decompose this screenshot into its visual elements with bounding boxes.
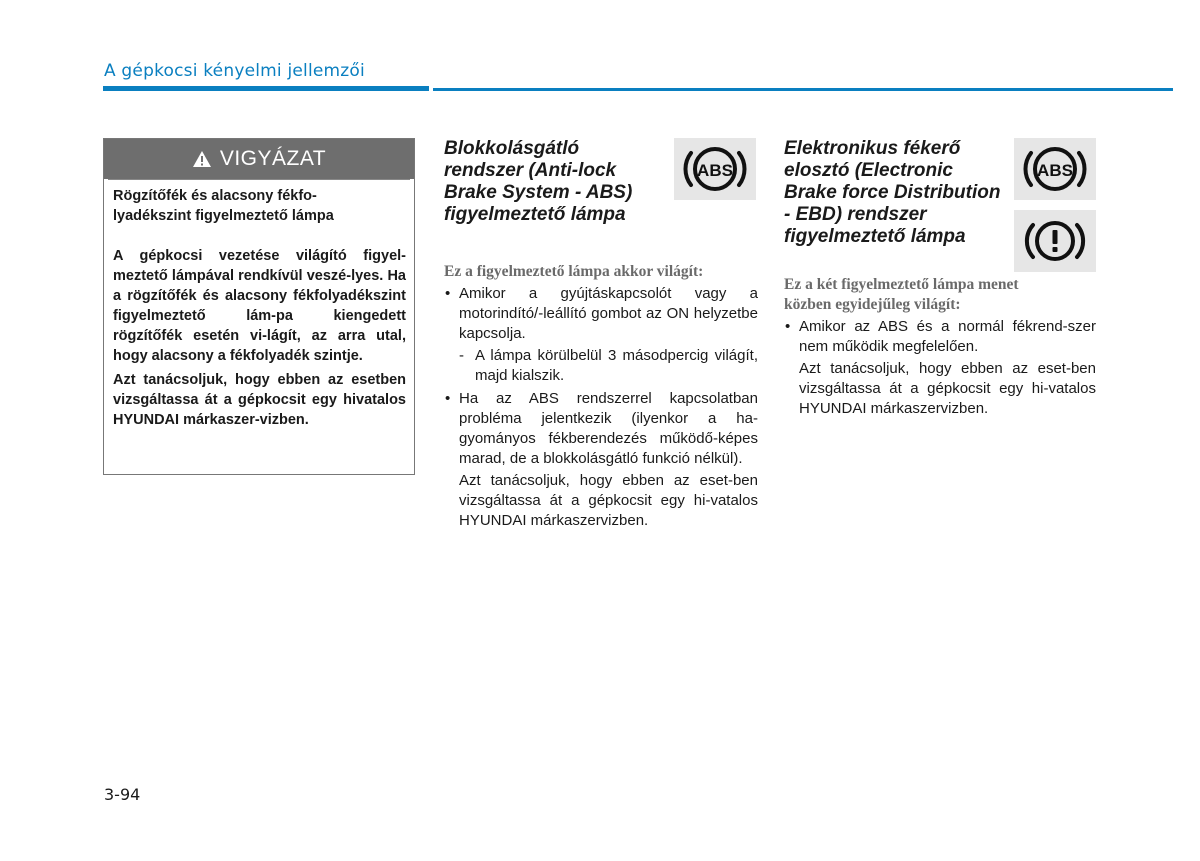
- abs-sub-item: - A lámpa körülbelül 3 másodpercig világít, majd kialszik.: [459, 347, 758, 384]
- ebd-note: Azt tanácsoljuk, hogy ebben az eset-ben vizsgáltassa át a gépkocsit egy hi-vatalos HYUNDAI márkaszervizben.: [799, 360, 1096, 417]
- ebd-brake-icon-panel: [1014, 210, 1096, 272]
- brake-warning-icon: [1018, 213, 1092, 269]
- ebd-title-line5: figyelmeztető lámpa: [784, 226, 966, 247]
- abs-bullet-1: • Amikor a gyújtáskapcsolót vagy a motorindító/-leállító gombot az ON helyzetbe kapcsolja.: [445, 285, 758, 342]
- caution-heading: VIGYÁZAT: [219, 147, 327, 170]
- ebd-lead-line1: Ez a két figyelmeztető lámpa menet: [784, 276, 1019, 293]
- abs-bullet-2: • Ha az ABS rendszerrel kapcsolatban probléma jelentkezik (ilyenkor a ha-gyományos fékberendezés működő-képes marad, de a blokkolásgátló funkció nélkül).: [445, 390, 758, 467]
- warning-triangle-icon: [192, 150, 212, 168]
- abs-title-line4: figyelmeztető lámpa: [444, 204, 626, 225]
- header-rule-thick: [103, 86, 429, 91]
- svg-text:ABS: ABS: [1037, 161, 1073, 180]
- caution-subtitle-line1: Rögzítőfék és alacsony fékfo-: [113, 188, 317, 204]
- caution-paragraph-1: A gépkocsi vezetése világító figyel-meztető lámpával rendkívül veszé-lyes. Ha a rögzítőfék és alacsony fékfolyadékszint figyelmeztető lám-pa kiengedett rögzítőfék esetén vi-lágít, az arra utal, hogy alacsony a fékfolyadék szintje.: [113, 248, 406, 364]
- abs-title-line3: Brake System - ABS): [444, 182, 633, 203]
- ebd-bullet-1-text: Amikor az ABS és a normál fékrend-szer nem működik megfelelően.: [799, 318, 1096, 355]
- page-number: 3-94: [104, 785, 141, 804]
- ebd-body: [784, 317, 1096, 419]
- ebd-title-line1: Elektronikus fékerő: [784, 138, 961, 159]
- abs-warning-icon: [678, 141, 752, 197]
- ebd-title-line3: Brake force Distribution: [784, 182, 1001, 203]
- abs-icon-panel: [674, 138, 756, 200]
- chapter-title: A gépkocsi kényelmi jellemzői: [104, 61, 365, 81]
- caution-subtitle-line2: lyadékszint figyelmeztető lámpa: [113, 208, 334, 224]
- ebd-bullet-1: • Amikor az ABS és a normál fékrend-szer nem működik megfelelően.: [785, 318, 1096, 355]
- ebd-lead-line2: közben egyidejűleg világít:: [784, 296, 961, 313]
- caution-box: [103, 138, 415, 475]
- abs-bullet-1-text: Amikor a gyújtáskapcsolót vagy a motorindító/-leállító gombot az ON helyzetbe kapcsolja.: [459, 285, 758, 342]
- abs-note: Azt tanácsoljuk, hogy ebben az eset-ben vizsgáltassa át a gépkocsit egy hi-vatalos HYUNDAI márkaszervizben.: [459, 472, 758, 529]
- abs-title-line1: Blokkolásgátló: [444, 138, 580, 159]
- abs-sub-item-text: A lámpa körülbelül 3 másodpercig világít, majd kialszik.: [475, 347, 758, 384]
- abs-lead: Ez a figyelmeztető lámpa akkor világít:: [444, 263, 704, 280]
- ebd-lead: [784, 275, 1096, 315]
- caution-paragraph-2: Azt tanácsoljuk, hogy ebben az esetben vizsgáltassa át a gépkocsit egy hivatalos HYUNDAI márkaszer-vizben.: [113, 372, 406, 428]
- svg-text:ABS: ABS: [697, 161, 733, 180]
- abs-title-line2: rendszer (Anti-lock: [444, 160, 617, 181]
- header-rule-thin: [433, 88, 1173, 91]
- caution-header: [104, 139, 414, 179]
- abs-bullet-2-text: Ha az ABS rendszerrel kapcsolatban probléma jelentkezik (ilyenkor a ha-gyományos fékberendezés működő-képes marad, de a blokkolásgátló funkció nélkül).: [459, 390, 758, 467]
- abs-warning-icon: [1018, 141, 1092, 197]
- ebd-title-line2: elosztó (Electronic: [784, 160, 953, 181]
- ebd-title-line4: - EBD) rendszer: [784, 204, 927, 225]
- caution-subtitle: [113, 186, 406, 226]
- abs-body: [444, 284, 758, 531]
- caution-body: [104, 180, 414, 430]
- ebd-abs-icon-panel: [1014, 138, 1096, 200]
